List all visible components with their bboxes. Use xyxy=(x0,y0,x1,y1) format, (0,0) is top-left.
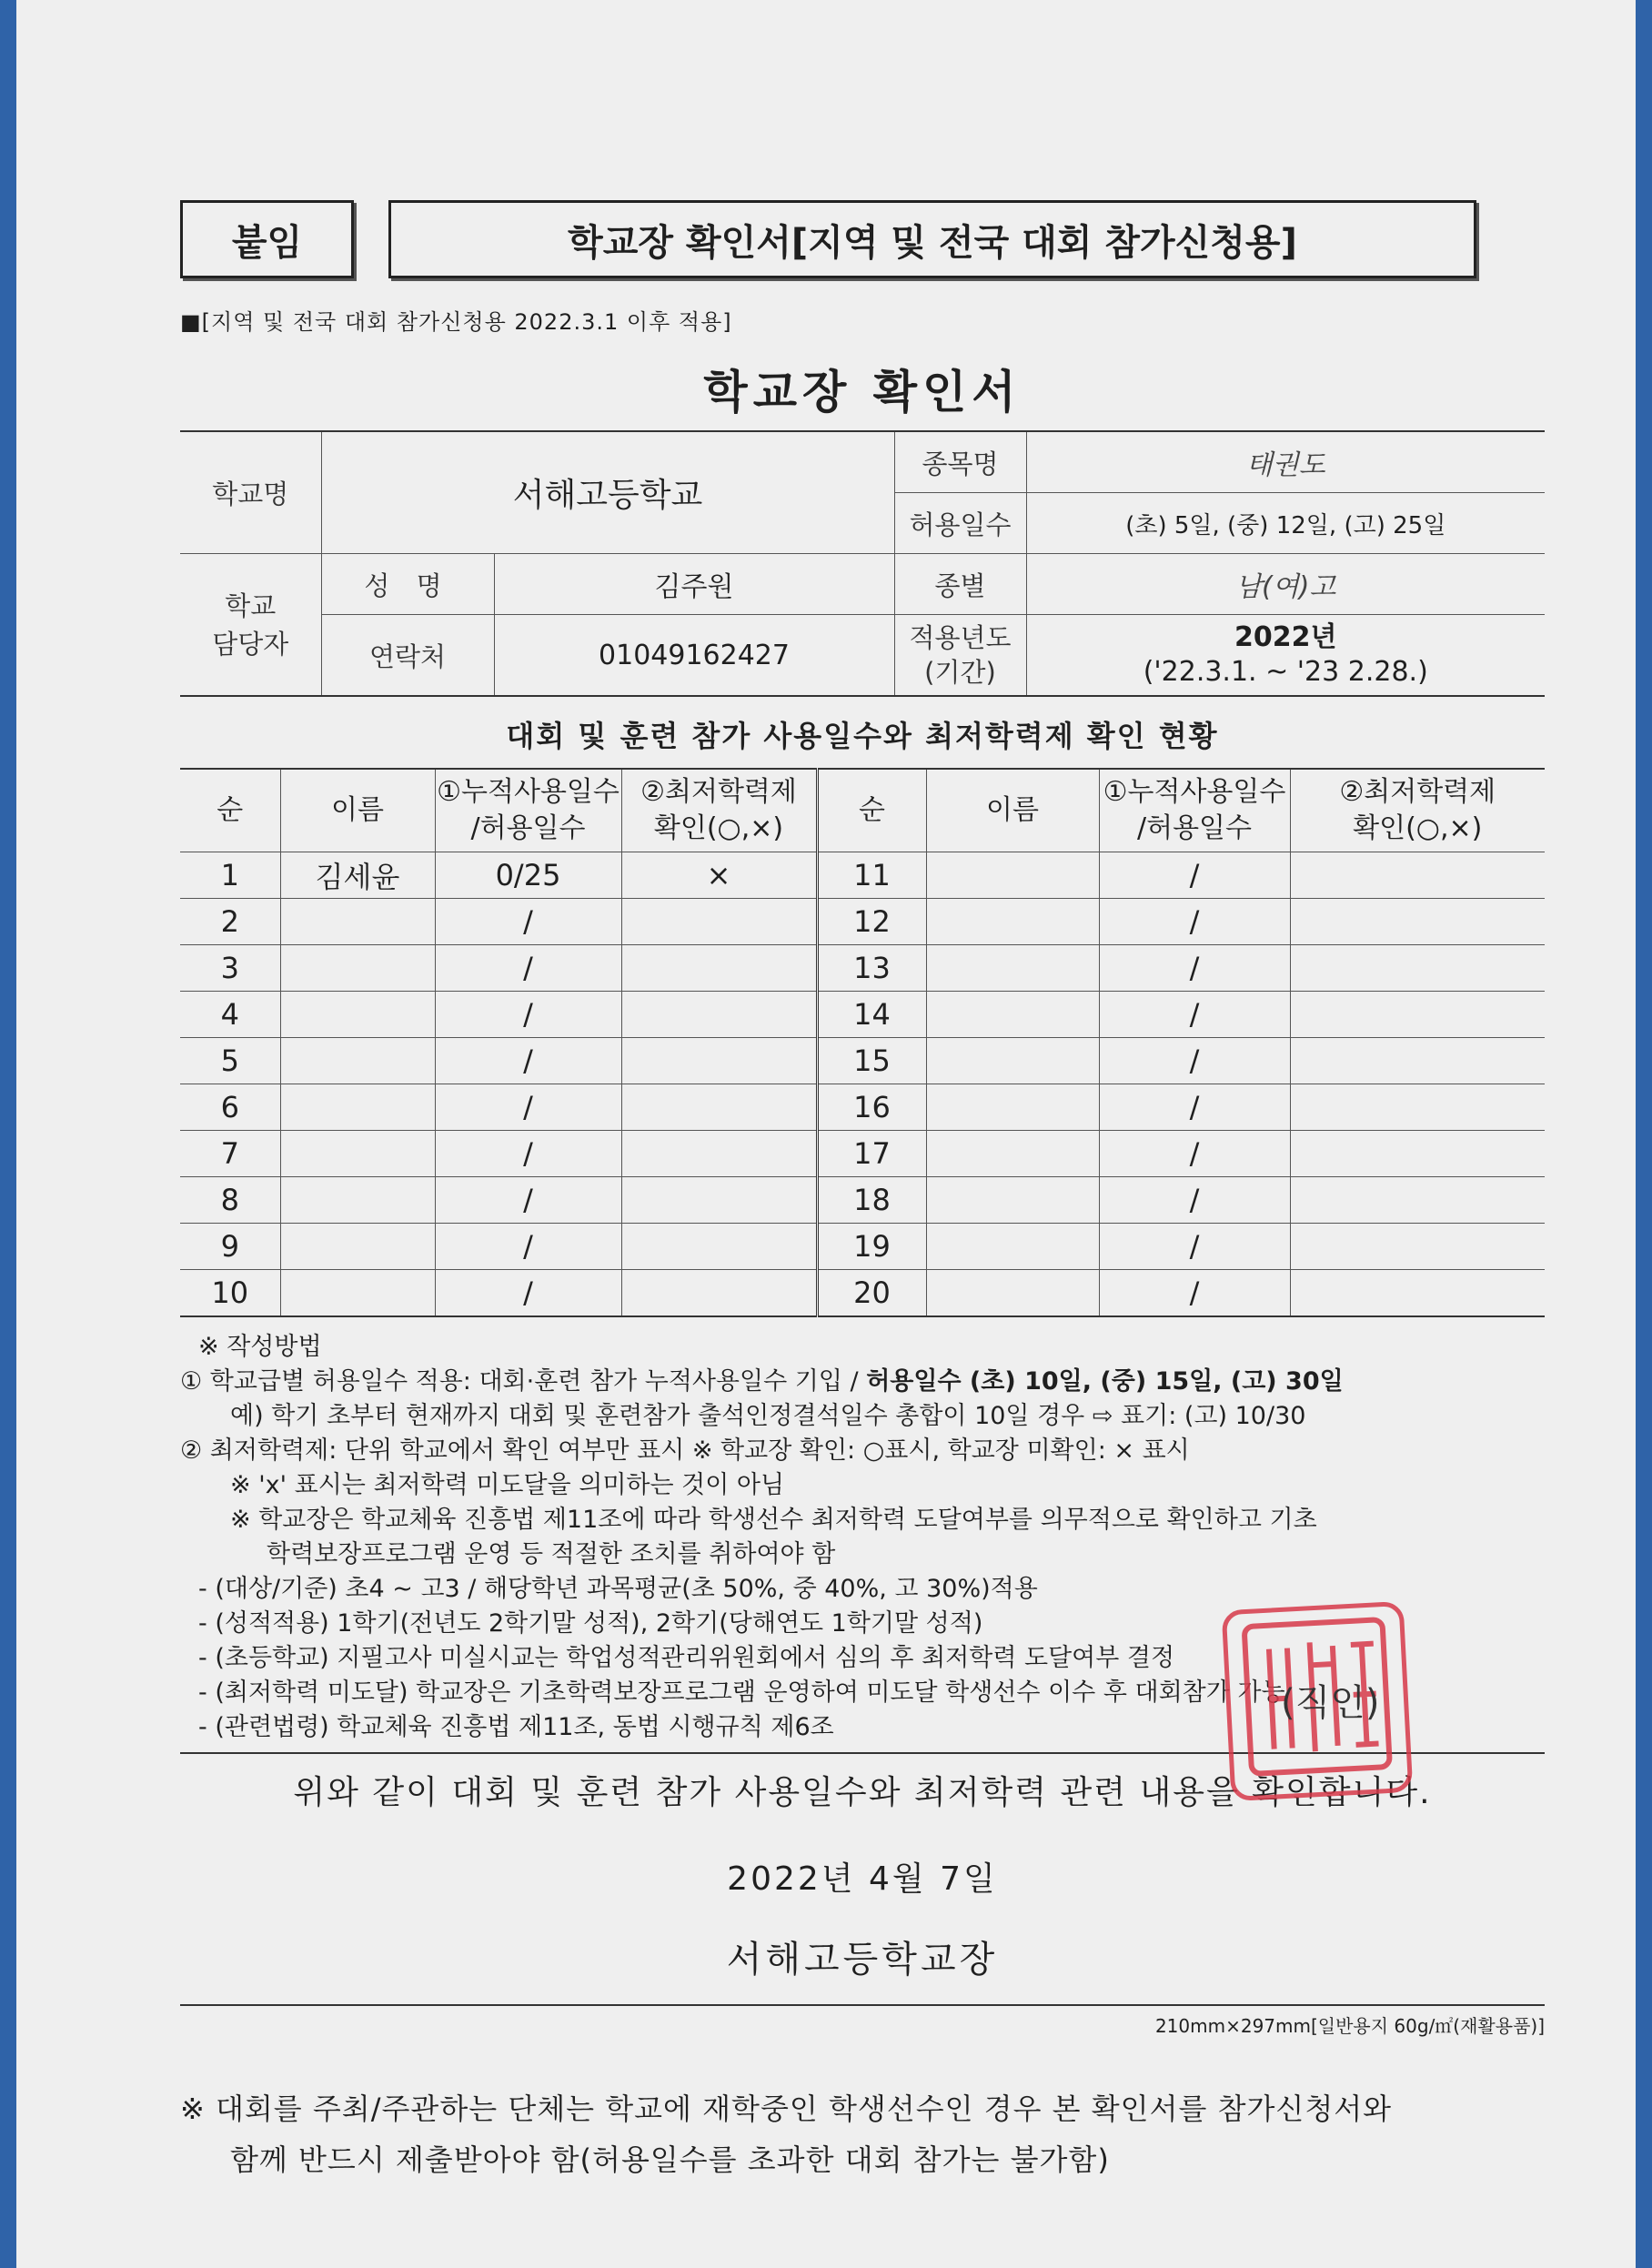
cell-days: / xyxy=(435,1084,621,1131)
method-line-10: - (최저학력 미도달) 학교장은 기초학력보장프로그램 운영하여 미도달 학생선수 이수 후 대회참가 가능 xyxy=(198,1678,1285,1707)
school-value: 서해고등학교 xyxy=(321,431,894,554)
cell-name xyxy=(280,1224,435,1270)
page-title: 학교장 확인서 xyxy=(703,366,1022,418)
cell-days: / xyxy=(1099,1038,1290,1084)
method-line-4: ※ 'x' 표시는 최저학력 미도달을 의미하는 것이 아님 xyxy=(230,1471,785,1499)
cell-days: / xyxy=(435,1131,621,1177)
attachment-label: 붙임 xyxy=(180,200,354,278)
method-line-7: - (대상/기준) 초4 ~ 고3 / 해당학년 과목평균(초 50%, 중 40%, 고 30%)적용 xyxy=(198,1575,1038,1603)
allowed-days-label: 허용일수 xyxy=(894,493,1026,554)
cell-check xyxy=(1290,945,1545,992)
cell-no: 5 xyxy=(180,1038,280,1084)
cell-name xyxy=(280,945,435,992)
box-title: 학교장 확인서[지역 및 전국 대회 참가신청용] xyxy=(388,200,1476,278)
cell-check xyxy=(621,1270,817,1317)
info-table xyxy=(180,430,1545,697)
attendance-header-row xyxy=(180,769,1545,852)
cell-check: × xyxy=(621,852,817,899)
manager-label: 학교 담당자 xyxy=(180,554,321,697)
cell-name xyxy=(926,1224,1099,1270)
cell-name xyxy=(926,945,1099,992)
cell-name xyxy=(926,1084,1099,1131)
table-row xyxy=(180,1177,1545,1224)
paper-spec: 210mm×297mm[일반용지 60g/㎡(재활용품)] xyxy=(180,2004,1545,2038)
cell-check xyxy=(1290,992,1545,1038)
cell-check xyxy=(1290,1084,1545,1131)
cell-no: 15 xyxy=(817,1038,926,1084)
cell-name xyxy=(280,992,435,1038)
cell-check xyxy=(1290,852,1545,899)
attendance-title: 대회 및 훈련 참가 사용일수와 최저학력제 확인 현황 xyxy=(506,719,1219,753)
header-days: ①누적사용일수 /허용일수 xyxy=(1099,769,1290,852)
cell-check xyxy=(1290,1131,1545,1177)
method-line-3: ② 최저학력제: 단위 학교에서 확인 여부만 표시 ※ 학교장 확인: ○표시, 학교장 미확인: × 표시 xyxy=(180,1436,1190,1465)
cell-name xyxy=(280,1177,435,1224)
year-value: 2022년 xyxy=(1234,621,1337,653)
cell-no: 7 xyxy=(180,1131,280,1177)
cell-days: / xyxy=(435,1270,621,1317)
cell-check xyxy=(1290,1038,1545,1084)
period-value: ('22.3.1. ~ '23 2.28.) xyxy=(1143,656,1428,688)
year-cell xyxy=(1026,615,1545,697)
cell-name xyxy=(280,1270,435,1317)
event-value: 태권도 xyxy=(1026,431,1545,493)
method-line-1a: ① 학교급별 허용일수 적용: 대회·훈련 참가 누적사용일수 기입 / xyxy=(180,1367,867,1396)
header-name: 이름 xyxy=(926,769,1099,852)
method-line-2: 예) 학기 초부터 현재까지 대회 및 훈련참가 출석인정결석일수 총합이 10일 경우 ⇨ 표기: (고) 10/30 xyxy=(230,1402,1306,1430)
cell-days: / xyxy=(1099,1270,1290,1317)
cell-name xyxy=(926,992,1099,1038)
seal-label: (직인) xyxy=(1281,1682,1380,1724)
cell-no: 11 xyxy=(817,852,926,899)
cell-days: 0/25 xyxy=(435,852,621,899)
method-line-11: - (관련법령) 학교체육 진흥법 제11조, 동법 시행규칙 제6조 xyxy=(198,1713,834,1741)
contact-value: 01049162427 xyxy=(494,615,894,697)
cell-check xyxy=(621,1177,817,1224)
issue-date: 2022년 4월 7일 xyxy=(727,1860,998,1898)
header-check: ②최저학력제 확인(○,×) xyxy=(621,769,817,852)
cell-check xyxy=(621,1084,817,1131)
category-value: 남(여)고 xyxy=(1026,554,1545,615)
cell-no: 6 xyxy=(180,1084,280,1131)
cell-no: 10 xyxy=(180,1270,280,1317)
cell-name: 김세윤 xyxy=(280,852,435,899)
cell-days: / xyxy=(435,899,621,945)
principal-name: 서해고등학교장 xyxy=(726,1939,999,1981)
cell-no: 4 xyxy=(180,992,280,1038)
event-label: 종목명 xyxy=(894,431,1026,493)
cell-check xyxy=(621,992,817,1038)
cell-days: / xyxy=(1099,945,1290,992)
cell-days: / xyxy=(1099,1177,1290,1224)
method-line-1b: 허용일수 (초) 10일, (중) 15일, (고) 30일 xyxy=(866,1367,1344,1396)
cell-name xyxy=(280,899,435,945)
cell-check xyxy=(621,899,817,945)
paper-sheet xyxy=(16,0,1636,2268)
table-row xyxy=(180,1038,1545,1084)
table-row xyxy=(180,1270,1545,1317)
cell-no: 18 xyxy=(817,1177,926,1224)
footnote xyxy=(180,2083,1545,2185)
cell-no: 8 xyxy=(180,1177,280,1224)
cell-days: / xyxy=(435,1038,621,1084)
cell-name xyxy=(280,1131,435,1177)
footnote-line-1: ※ 대회를 주최/주관하는 단체는 학교에 재학중인 학생선수인 경우 본 확인서를 참가신청서와 xyxy=(180,2092,1393,2126)
cell-no: 2 xyxy=(180,899,280,945)
cell-no: 16 xyxy=(817,1084,926,1131)
method-line-9: - (초등학교) 지필고사 미실시교는 학업성적관리위원회에서 심의 후 최저학력 도달여부 결정 xyxy=(198,1644,1175,1672)
cell-no: 20 xyxy=(817,1270,926,1317)
header-days: ①누적사용일수 /허용일수 xyxy=(435,769,621,852)
cell-no: 13 xyxy=(817,945,926,992)
table-row xyxy=(180,1131,1545,1177)
method-line-5: ※ 학교장은 학교체육 진흥법 제11조에 따라 학생선수 최저학력 도달여부를 의무적으로 확인하고 기초 xyxy=(230,1506,1317,1534)
cell-check xyxy=(621,1224,817,1270)
contact-label: 연락처 xyxy=(321,615,494,697)
cell-check xyxy=(1290,899,1545,945)
attendance-table xyxy=(180,768,1545,1317)
allowed-days-value: (초) 5일, (중) 12일, (고) 25일 xyxy=(1026,493,1545,554)
method-title: ※ 작성방법 xyxy=(198,1333,322,1361)
table-row xyxy=(180,899,1545,945)
cell-no: 19 xyxy=(817,1224,926,1270)
cell-no: 1 xyxy=(180,852,280,899)
name-label: 성 명 xyxy=(321,554,494,615)
cell-days: / xyxy=(1099,852,1290,899)
header-row xyxy=(180,200,1545,278)
cell-name xyxy=(926,1270,1099,1317)
cell-no: 14 xyxy=(817,992,926,1038)
footnote-line-2: 함께 반드시 제출받아야 함(허용일수를 초과한 대회 참가는 불가함) xyxy=(230,2142,1110,2177)
cell-no: 17 xyxy=(817,1131,926,1177)
cell-name xyxy=(926,899,1099,945)
cell-days: / xyxy=(1099,1224,1290,1270)
school-label: 학교명 xyxy=(180,431,321,554)
cell-no: 12 xyxy=(817,899,926,945)
table-row xyxy=(180,852,1545,899)
cell-days: / xyxy=(435,1224,621,1270)
header-no: 순 xyxy=(817,769,926,852)
document xyxy=(180,200,1545,2185)
cell-check xyxy=(621,1038,817,1084)
header-check: ②최저학력제 확인(○,×) xyxy=(1290,769,1545,852)
cell-check xyxy=(1290,1224,1545,1270)
table-row xyxy=(180,992,1545,1038)
table-row xyxy=(180,1224,1545,1270)
cell-days: / xyxy=(435,992,621,1038)
category-label: 종별 xyxy=(894,554,1026,615)
cell-name xyxy=(926,1038,1099,1084)
cell-days: / xyxy=(1099,1131,1290,1177)
method-line-6: 학력보장프로그램 운영 등 적절한 조치를 취하여야 함 xyxy=(267,1540,836,1568)
cell-no: 3 xyxy=(180,945,280,992)
header-no: 순 xyxy=(180,769,280,852)
cell-days: / xyxy=(435,1177,621,1224)
cell-check xyxy=(1290,1270,1545,1317)
cell-name xyxy=(280,1084,435,1131)
cell-check xyxy=(621,1131,817,1177)
header-name: 이름 xyxy=(280,769,435,852)
cell-check xyxy=(1290,1177,1545,1224)
cell-days: / xyxy=(1099,992,1290,1038)
form-note: ■[지역 및 전국 대회 참가신청용 2022.3.1 이후 적용] xyxy=(180,309,732,335)
cell-days: / xyxy=(1099,1084,1290,1131)
method-line-1 xyxy=(180,1365,1545,1399)
cell-no: 9 xyxy=(180,1224,280,1270)
cell-days: / xyxy=(435,945,621,992)
table-row xyxy=(180,945,1545,992)
cell-name xyxy=(926,1177,1099,1224)
confirmation-text: 위와 같이 대회 및 훈련 참가 사용일수와 최저학력 관련 내용을 확인합니다. xyxy=(293,1774,1432,1811)
cell-name xyxy=(280,1038,435,1084)
table-row xyxy=(180,1084,1545,1131)
cell-days: / xyxy=(1099,899,1290,945)
method-line-8: - (성적적용) 1학기(전년도 2학기말 성적), 2학기(당해연도 1학기말 성적) xyxy=(198,1609,983,1638)
cell-name xyxy=(926,1131,1099,1177)
name-value: 김주원 xyxy=(494,554,894,615)
cell-check xyxy=(621,945,817,992)
cell-name xyxy=(926,852,1099,899)
year-label: 적용년도 (기간) xyxy=(894,615,1026,697)
